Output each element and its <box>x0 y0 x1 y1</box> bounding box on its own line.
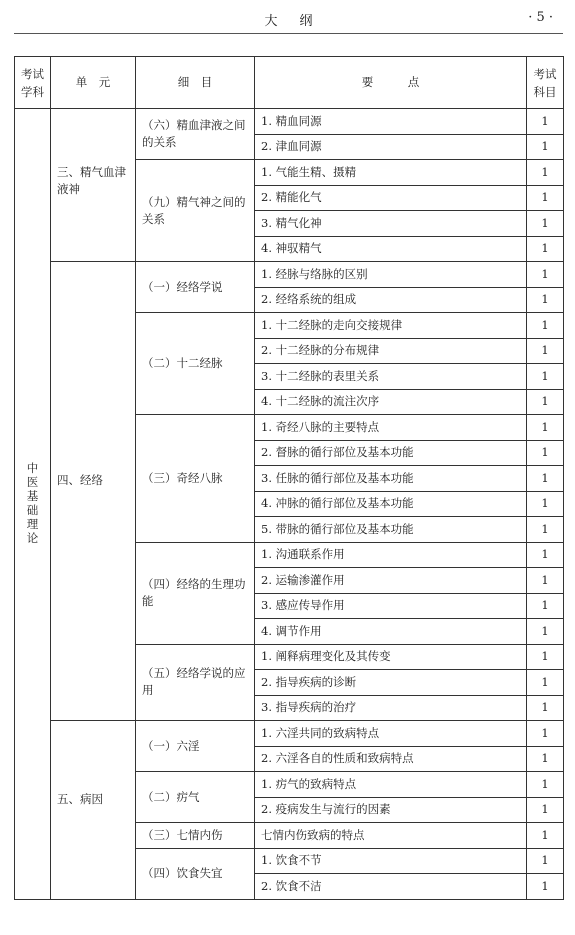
table-row <box>15 721 564 747</box>
col-header-item: 细 目 <box>136 57 255 109</box>
header-divider <box>14 33 563 34</box>
point-cell: 3. 十二经脉的表里关系 <box>255 364 527 390</box>
level-cell: 1 <box>527 134 564 160</box>
level-cell: 1 <box>527 491 564 517</box>
level-cell: 1 <box>527 109 564 135</box>
point-cell: 3. 指导疾病的治疗 <box>255 695 527 721</box>
point-cell: 1. 六淫共同的致病特点 <box>255 721 527 747</box>
level-cell: 1 <box>527 338 564 364</box>
point-cell: 1. 气能生精、摄精 <box>255 160 527 186</box>
page-title: 大纲 <box>264 14 335 29</box>
level-cell: 1 <box>527 466 564 492</box>
level-cell: 1 <box>527 211 564 237</box>
page-header <box>14 0 563 34</box>
level-cell: 1 <box>527 313 564 339</box>
level-cell: 1 <box>527 721 564 747</box>
point-cell: 1. 奇经八脉的主要特点 <box>255 415 527 441</box>
level-cell: 1 <box>527 823 564 849</box>
item-cell: （四）经络的生理功能 <box>136 542 255 644</box>
point-cell: 4. 神驭精气 <box>255 236 527 262</box>
level-cell: 1 <box>527 542 564 568</box>
col-header-unit: 单 元 <box>51 57 136 109</box>
point-cell: 1. 疠气的致病特点 <box>255 772 527 798</box>
point-cell: 2. 指导疾病的诊断 <box>255 670 527 696</box>
level-cell: 1 <box>527 568 564 594</box>
col-header-point: 要 点 <box>255 57 527 109</box>
level-cell: 1 <box>527 644 564 670</box>
level-cell: 1 <box>527 160 564 186</box>
subject-cell <box>15 109 51 900</box>
unit-cell <box>51 262 136 721</box>
table-row <box>15 262 564 288</box>
point-cell: 2. 六淫各自的性质和致病特点 <box>255 746 527 772</box>
point-cell: 4. 十二经脉的流注次序 <box>255 389 527 415</box>
unit-cell <box>51 109 136 262</box>
point-cell: 5. 带脉的循行部位及基本功能 <box>255 517 527 543</box>
item-cell: （二）十二经脉 <box>136 313 255 415</box>
point-cell: 1. 饮食不节 <box>255 848 527 874</box>
level-cell: 1 <box>527 593 564 619</box>
point-cell: 2. 运输渗灌作用 <box>255 568 527 594</box>
point-cell: 1. 阐释病理变化及其传变 <box>255 644 527 670</box>
item-cell: （三）奇经八脉 <box>136 415 255 543</box>
point-cell: 2. 十二经脉的分布规律 <box>255 338 527 364</box>
point-cell: 2. 经络系统的组成 <box>255 287 527 313</box>
item-cell: （九）精气神之间的关系 <box>136 160 255 262</box>
level-cell: 1 <box>527 772 564 798</box>
syllabus-table <box>14 56 564 900</box>
unit-label: 四、经络 <box>57 473 103 487</box>
point-cell: 七情内伤致病的特点 <box>255 823 527 849</box>
level-cell: 1 <box>527 236 564 262</box>
level-cell: 1 <box>527 389 564 415</box>
level-cell: 1 <box>527 440 564 466</box>
item-cell: （二）疠气 <box>136 772 255 823</box>
unit-cell <box>51 721 136 900</box>
level-cell: 1 <box>527 746 564 772</box>
level-cell: 1 <box>527 619 564 645</box>
level-cell: 1 <box>527 262 564 288</box>
point-cell: 2. 饮食不洁 <box>255 874 527 900</box>
point-cell: 2. 疫病发生与流行的因素 <box>255 797 527 823</box>
level-cell: 1 <box>527 517 564 543</box>
level-cell: 1 <box>527 287 564 313</box>
point-cell: 3. 精气化神 <box>255 211 527 237</box>
level-cell: 1 <box>527 695 564 721</box>
level-cell: 1 <box>527 364 564 390</box>
col-header-subject: 考试学科 <box>15 57 51 109</box>
item-cell: （一）经络学说 <box>136 262 255 313</box>
item-cell: （四）饮食失宜 <box>136 848 255 899</box>
level-cell: 1 <box>527 848 564 874</box>
table-body <box>15 109 564 900</box>
unit-label: 五、病因 <box>57 792 103 806</box>
level-cell: 1 <box>527 670 564 696</box>
table-header-row <box>15 57 564 109</box>
item-cell: （五）经络学说的应用 <box>136 644 255 721</box>
subject-label: 中医基础理论 <box>26 460 39 545</box>
point-cell: 3. 任脉的循行部位及基本功能 <box>255 466 527 492</box>
point-cell: 1. 沟通联系作用 <box>255 542 527 568</box>
point-cell: 2. 督脉的循行部位及基本功能 <box>255 440 527 466</box>
level-cell: 1 <box>527 415 564 441</box>
item-cell: （三）七情内伤 <box>136 823 255 849</box>
point-cell: 1. 经脉与络脉的区别 <box>255 262 527 288</box>
point-cell: 2. 津血同源 <box>255 134 527 160</box>
point-cell: 1. 十二经脉的走向交接规律 <box>255 313 527 339</box>
point-cell: 1. 精血同源 <box>255 109 527 135</box>
col-header-level: 考试科目 <box>527 57 564 109</box>
unit-label: 三、精气血津液神 <box>57 165 126 196</box>
point-cell: 3. 感应传导作用 <box>255 593 527 619</box>
page-number: · 5 · <box>528 10 553 25</box>
level-cell: 1 <box>527 874 564 900</box>
point-cell: 4. 调节作用 <box>255 619 527 645</box>
point-cell: 4. 冲脉的循行部位及基本功能 <box>255 491 527 517</box>
table-row <box>15 109 564 135</box>
item-cell: （一）六淫 <box>136 721 255 772</box>
item-cell: （六）精血津液之间的关系 <box>136 109 255 160</box>
point-cell: 2. 精能化气 <box>255 185 527 211</box>
level-cell: 1 <box>527 185 564 211</box>
level-cell: 1 <box>527 797 564 823</box>
